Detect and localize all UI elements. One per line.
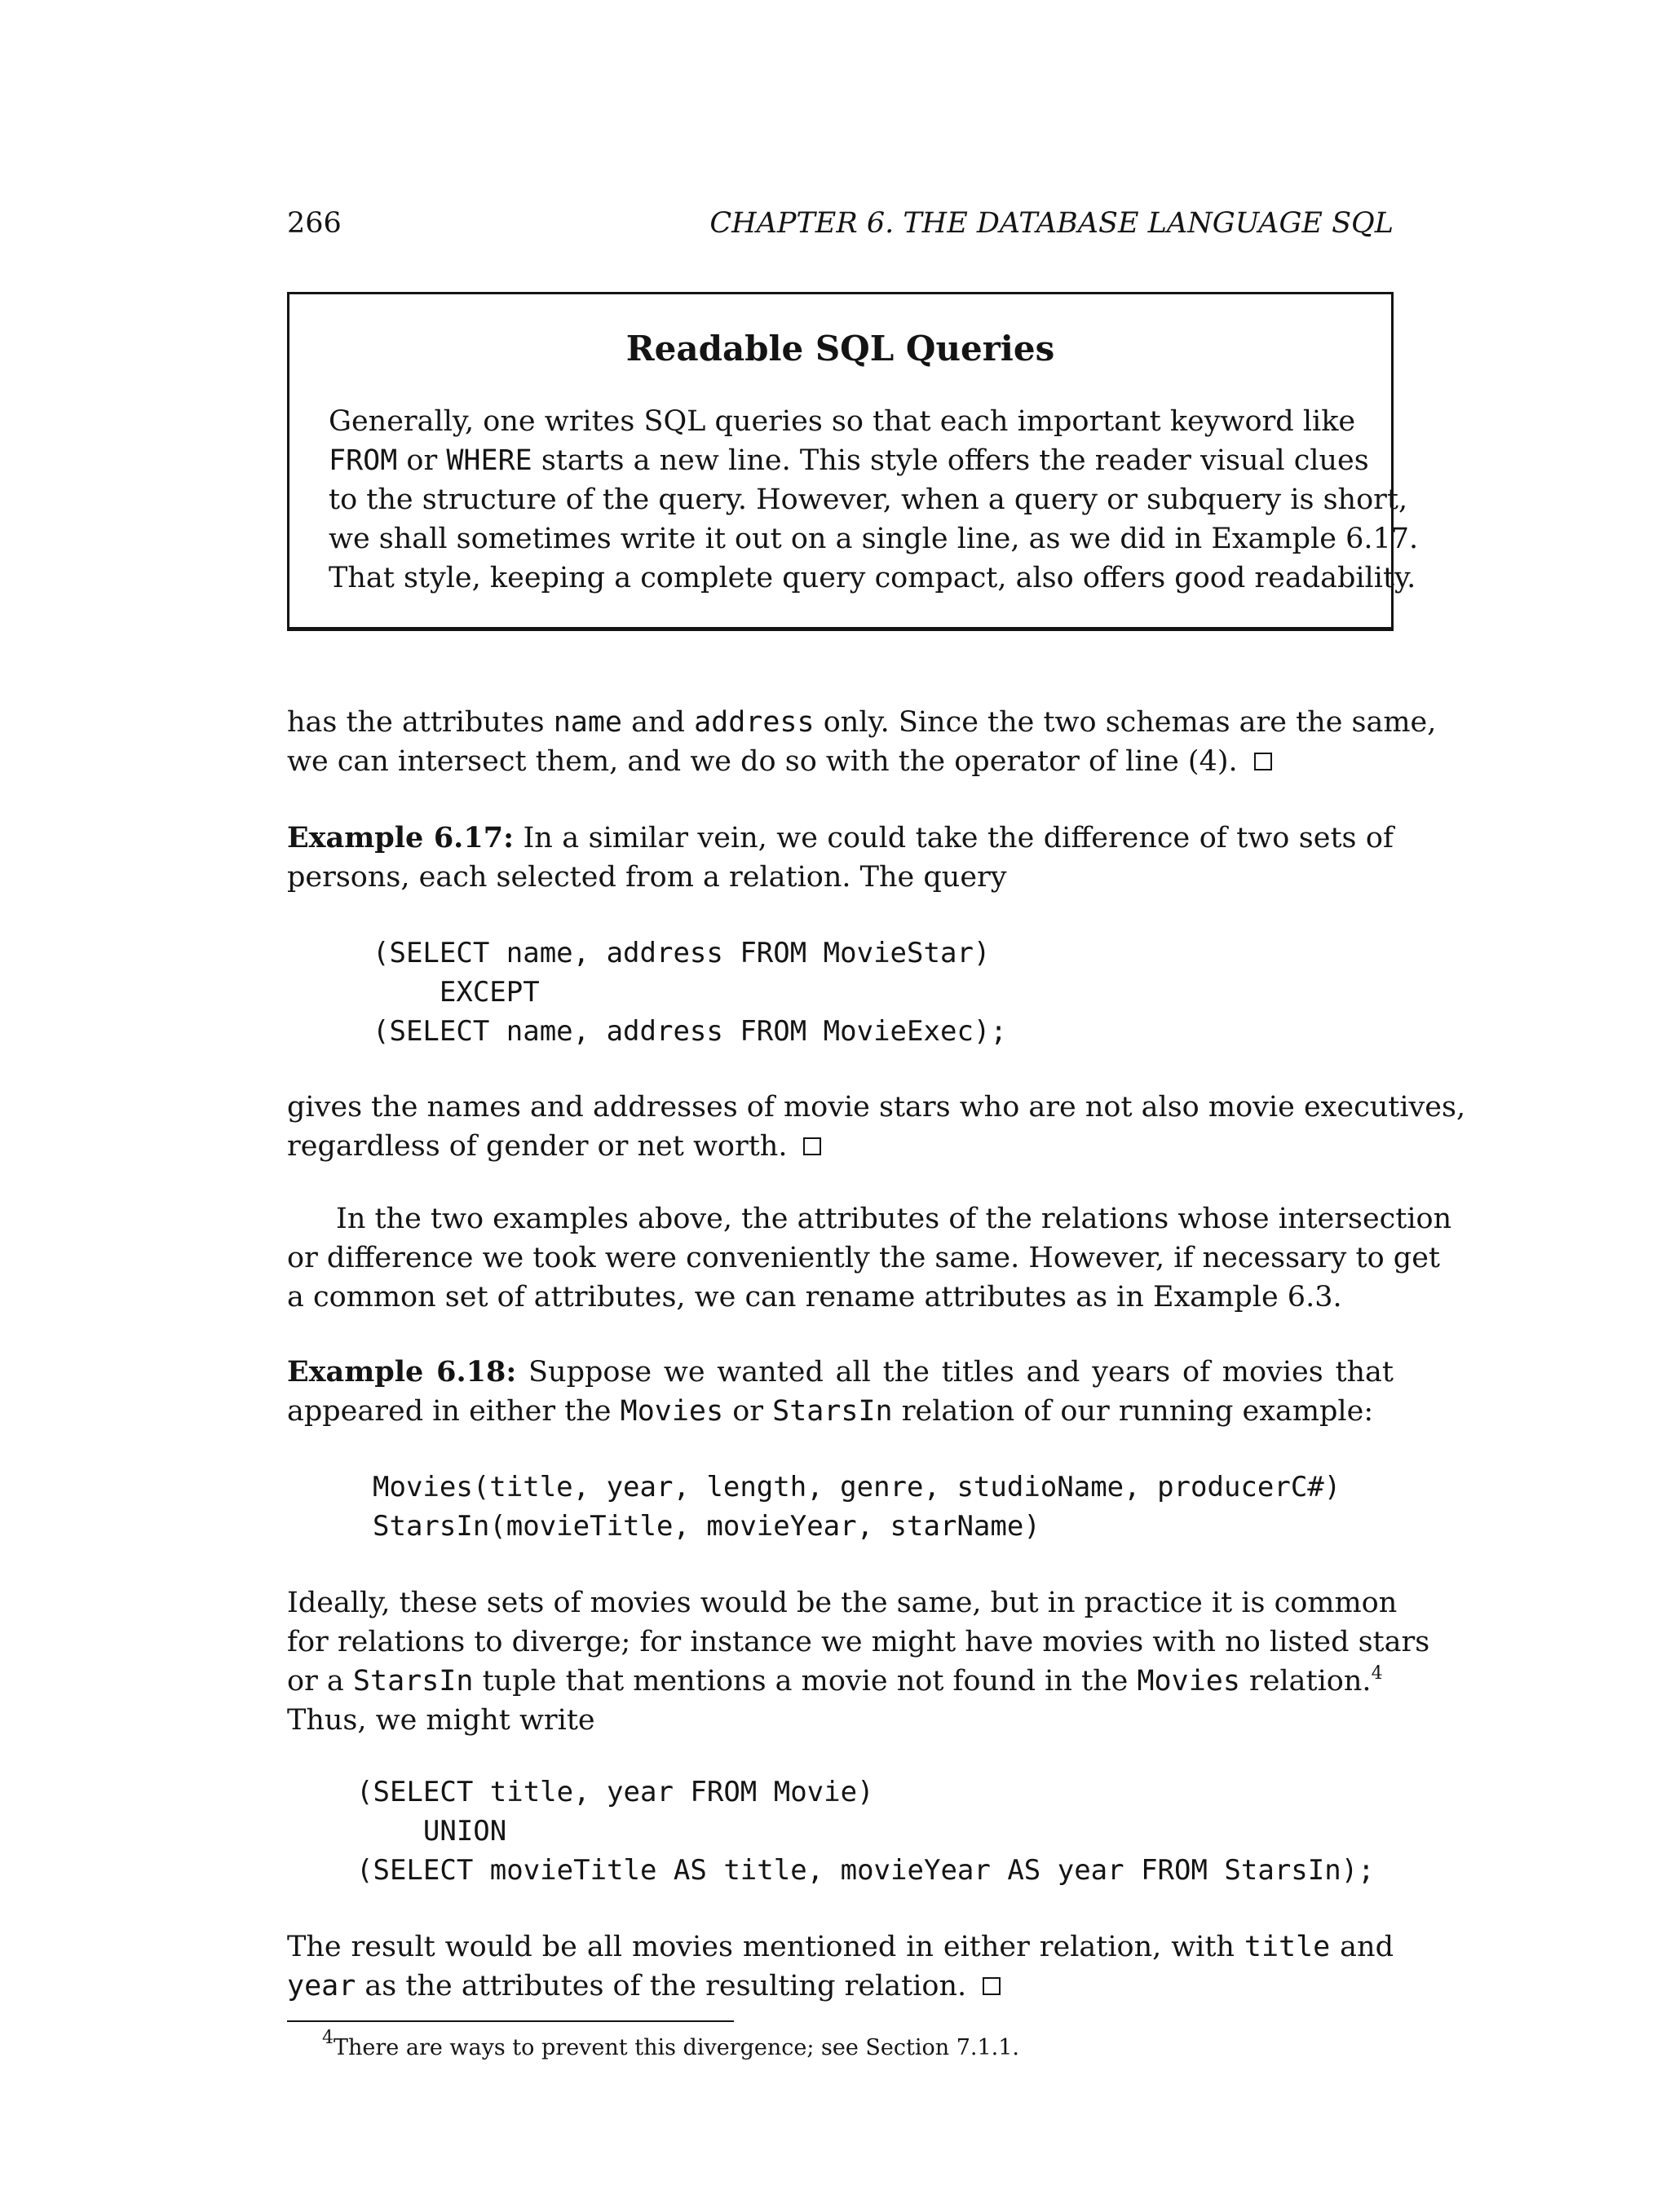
- footnote: [322, 2028, 1020, 2063]
- example-6-17-line1: [287, 819, 1394, 858]
- text: has the attributes: [287, 706, 554, 739]
- example-6-17-label: Example 6.17:: [287, 821, 514, 854]
- paragraph-line: a common set of attributes, we can rename attributes as in Example 6.3.: [287, 1281, 1342, 1314]
- inline-code: StarsIn: [352, 1665, 474, 1698]
- schema-line: Movies(title, year, length, genre, studioName, producerC#): [373, 1471, 1341, 1503]
- paragraph-line: [287, 1623, 1430, 1662]
- text: for relations to diverge; for instance we might have movies with no listed stars: [287, 1626, 1430, 1658]
- example-6-18-line1: [287, 1353, 1394, 1392]
- text: The result would be all movies mentioned in either relation, with: [287, 1931, 1244, 1963]
- text: or: [723, 1395, 773, 1428]
- text: relation.: [1239, 1665, 1372, 1698]
- inline-code: WHERE: [446, 444, 532, 477]
- footnote-text: There are ways to prevent this divergence; see Section 7.1.1.: [334, 2035, 1020, 2060]
- footnote-mark: 4: [322, 2028, 334, 2048]
- text: we can intersect them, and we do so with the operator of line (4).: [287, 745, 1238, 778]
- paragraph-line: [287, 1967, 1001, 2006]
- example-6-18-label: Example 6.18:: [287, 1355, 517, 1389]
- text: we shall sometimes write it out on a single line, as we did in Example 6.17.: [329, 523, 1419, 555]
- code-line: (SELECT title, year FROM Movie): [356, 1776, 874, 1808]
- text: as the attributes of the resulting relation.: [356, 1970, 967, 2002]
- schema-line: StarsIn(movieTitle, movieYear, starName): [373, 1510, 1040, 1543]
- paragraph-line: [287, 742, 1272, 781]
- text: Ideally, these sets of movies would be the same, but in practice it is common: [287, 1587, 1398, 1619]
- inline-code: title: [1244, 1931, 1331, 1963]
- code-line: (SELECT movieTitle AS title, movieYear AS year FROM StarsIn);: [356, 1854, 1375, 1887]
- text: starts a new line. This style offers the reader visual clues: [532, 444, 1369, 477]
- text: tuple that mentions a movie not found in the: [473, 1665, 1138, 1698]
- footnote-reference: 4: [1371, 1663, 1383, 1684]
- code-line: (SELECT name, address FROM MovieStar): [373, 937, 991, 969]
- text: and: [621, 706, 695, 739]
- inline-code: StarsIn: [772, 1395, 893, 1428]
- page-number: 266: [287, 207, 342, 240]
- example-6-18-text: Suppose we wanted all the titles and years of movies that: [528, 1356, 1394, 1389]
- paragraph-line: [287, 1583, 1398, 1623]
- inline-code: FROM: [329, 444, 398, 477]
- text: That style, keeping a complete query compact, also offers good readability.: [329, 562, 1416, 594]
- code-line: EXCEPT: [373, 976, 540, 1009]
- paragraph-line: In the two examples above, the attributes of the relations whose intersection: [336, 1203, 1452, 1235]
- example-6-17-text: In a similar vein, we could take the difference of two sets of: [523, 822, 1394, 854]
- code-line: (SELECT name, address FROM MovieExec);: [373, 1015, 1007, 1048]
- end-of-example-square: [1254, 753, 1272, 770]
- box-text-line: [329, 519, 1419, 559]
- text: appeared in either the: [287, 1395, 621, 1428]
- paragraph-line: regardless of gender or net worth.: [287, 1127, 821, 1166]
- inline-code: address: [694, 706, 815, 739]
- text: and: [1330, 1931, 1394, 1963]
- text: or a: [287, 1665, 353, 1698]
- paragraph-line: or difference we took were conveniently the same. However, if necessary to get: [287, 1242, 1440, 1274]
- footnote-rule: [287, 2020, 734, 2022]
- text: only. Since the two schemas are the same,: [814, 706, 1437, 739]
- paragraph-line: [287, 1662, 1383, 1701]
- box-text-line: [329, 402, 1356, 441]
- box-text-line: [329, 480, 1408, 519]
- code-line: UNION: [356, 1815, 507, 1848]
- paragraph-line: [287, 1392, 1373, 1431]
- paragraph-line: [287, 1927, 1394, 1967]
- box-text-line: [329, 559, 1416, 598]
- running-head: CHAPTER 6. THE DATABASE LANGUAGE SQL: [709, 207, 1394, 240]
- inline-code: Movies: [1137, 1665, 1240, 1698]
- text: to the structure of the query. However, when a query or subquery is short,: [329, 483, 1408, 516]
- box-text-line: [329, 441, 1369, 480]
- inline-code: year: [287, 1970, 356, 2002]
- box-title: Readable SQL Queries: [625, 329, 1055, 369]
- end-of-example-square: [983, 1977, 1001, 1995]
- paragraph-line: [287, 1701, 595, 1740]
- text: Thus, we might write: [287, 1704, 595, 1737]
- text: relation of our running example:: [892, 1395, 1374, 1428]
- text: Generally, one writes SQL queries so that each important keyword like: [329, 405, 1356, 438]
- end-of-example-square: [803, 1137, 821, 1155]
- example-6-17-line2: persons, each selected from a relation. The query: [287, 861, 1007, 894]
- paragraph-line: gives the names and addresses of movie stars who are not also movie executives,: [287, 1091, 1466, 1124]
- paragraph-line: [287, 703, 1437, 742]
- text: or: [397, 444, 447, 477]
- inline-code: Movies: [620, 1395, 724, 1428]
- inline-code: name: [553, 706, 622, 739]
